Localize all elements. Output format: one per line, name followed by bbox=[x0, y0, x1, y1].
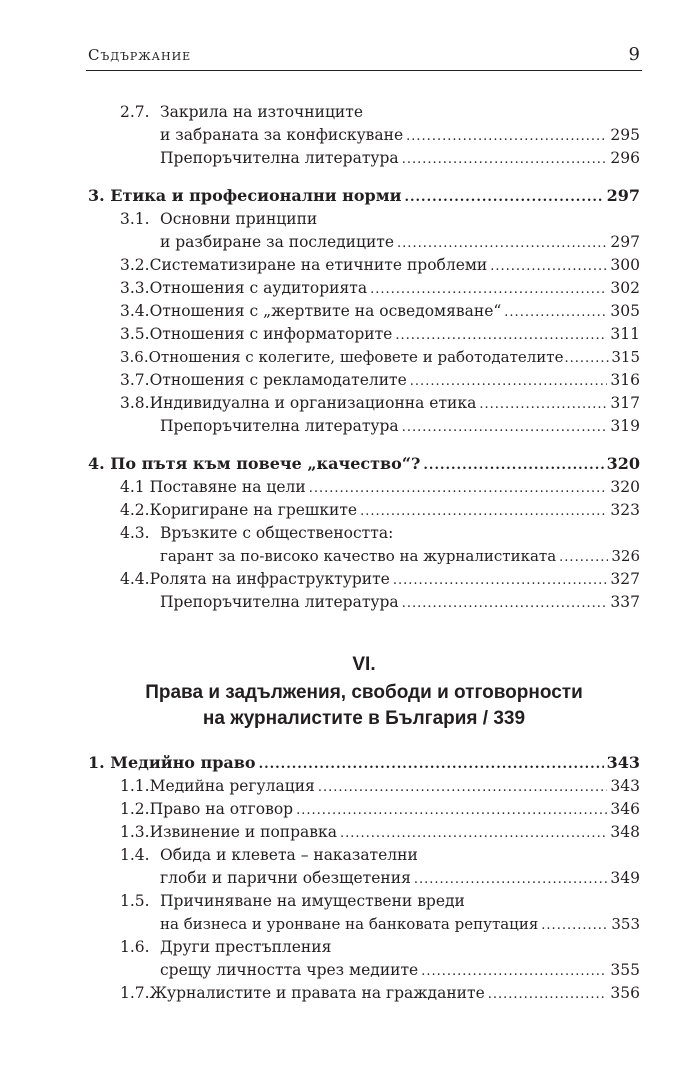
toc-chapter-1 bbox=[88, 751, 640, 775]
toc-entry-4-3-cont bbox=[160, 544, 640, 568]
toc-entry-4-2 bbox=[120, 498, 640, 522]
toc-page-number: 305 bbox=[610, 302, 640, 320]
toc-entry-1-3 bbox=[120, 820, 640, 844]
toc-page-number: 327 bbox=[610, 570, 640, 588]
running-header bbox=[86, 46, 642, 68]
toc-entry-title-cont: и забраната за конфискуване bbox=[160, 126, 404, 144]
toc-entry-title: 4.1 Поставяне на цели bbox=[120, 478, 306, 496]
toc-entry-number: 3.8. bbox=[120, 394, 150, 412]
toc-entry-number: 3.6. bbox=[120, 348, 149, 366]
toc-page-number: 326 bbox=[611, 547, 640, 565]
toc-entry-4-4 bbox=[120, 567, 640, 591]
toc-entry-1-4-cont bbox=[160, 866, 640, 890]
toc-page-number: 353 bbox=[611, 915, 640, 933]
toc-entry-number: 1.3. bbox=[120, 823, 150, 841]
toc-entry-2-7-cont bbox=[160, 123, 640, 147]
toc-entry-title: Отношения с колегите, шефовете и работодателите bbox=[148, 348, 564, 366]
toc-entry-title: Препоръчителна литература bbox=[160, 593, 399, 611]
toc-page-number: 319 bbox=[610, 417, 640, 435]
toc-page-number: 343 bbox=[610, 777, 640, 795]
toc-entry-title: Медийна регулация bbox=[149, 777, 315, 795]
toc-page-number: 300 bbox=[610, 256, 640, 274]
toc-entry-title: Препоръчителна литература bbox=[160, 149, 399, 167]
toc-page-number: 302 bbox=[610, 279, 640, 297]
toc-entry-3-6 bbox=[120, 345, 640, 369]
toc-page-number: 348 bbox=[610, 823, 640, 841]
toc-entry-title: Препоръчителна литература bbox=[160, 417, 399, 435]
toc-entry-title: Журналистите и правата на гражданите bbox=[149, 984, 485, 1002]
toc-entry-3-3 bbox=[120, 276, 640, 300]
toc-entry-title-cont: гарант за по-високо качество на журналистиката bbox=[160, 547, 557, 565]
toc-page-number: 346 bbox=[610, 800, 640, 818]
toc-page-number: 356 bbox=[610, 984, 640, 1002]
toc-chapter-3 bbox=[88, 184, 640, 208]
toc-entry-2-7 bbox=[120, 100, 640, 124]
toc-page-number: 337 bbox=[610, 593, 640, 611]
toc-entry-4-1 bbox=[120, 475, 640, 499]
header-page-number: 9 bbox=[628, 44, 640, 65]
toc-leader-dots bbox=[488, 983, 608, 1007]
toc-page-number: 349 bbox=[610, 869, 640, 887]
toc-entry-number: 3.3. bbox=[120, 279, 150, 297]
toc-entry-number: 4.2. bbox=[120, 501, 150, 519]
toc-leader-dots bbox=[402, 416, 608, 440]
toc-page-number: 343 bbox=[606, 753, 640, 772]
toc-page-number: 317 bbox=[610, 394, 640, 412]
toc-entry-number: 3.1. bbox=[120, 210, 150, 228]
toc-entry-number: 3.4. bbox=[120, 302, 150, 320]
toc-leader-dots bbox=[402, 592, 608, 616]
toc-page-number: 295 bbox=[610, 126, 640, 144]
toc-entry-title: Обида и клевета – наказателни bbox=[160, 846, 418, 864]
toc-page-number: 315 bbox=[611, 348, 640, 366]
toc-page-number: 320 bbox=[610, 478, 640, 496]
toc-page-number: 323 bbox=[610, 501, 640, 519]
part-title-line-2: на журналистите в България / 339 bbox=[202, 708, 526, 729]
toc-entry-literature bbox=[160, 414, 640, 438]
toc-entry-title: Ролята на инфраструктурите bbox=[149, 570, 390, 588]
toc-entry-title: Извинение и поправка bbox=[149, 823, 337, 841]
toc-chapter-title: 3. Етика и професионални норми bbox=[88, 186, 402, 205]
toc-entry-3-8 bbox=[120, 391, 640, 415]
toc-entry-title-cont: на бизнеса и уронване на банковата репутация bbox=[160, 915, 539, 933]
toc-entry-3-7 bbox=[120, 368, 640, 392]
toc-entry-number: 1.6. bbox=[120, 938, 150, 956]
toc-entry-number: 2.7. bbox=[120, 103, 150, 121]
toc-entry-number: 1.1. bbox=[120, 777, 150, 795]
part-number: VI. bbox=[352, 654, 376, 675]
toc-leader-dots bbox=[402, 148, 608, 172]
toc-entry-4-3 bbox=[120, 521, 640, 545]
toc-entry-title-cont: глоби и парични обезщетения bbox=[160, 869, 411, 887]
header-title: Съдържание bbox=[88, 46, 192, 64]
toc-page-number: 355 bbox=[610, 961, 640, 979]
toc-entry-title: Систематизиране на етичните проблеми bbox=[149, 256, 488, 274]
toc-entry-title: Индивидуална и организационна етика bbox=[149, 394, 477, 412]
toc-entry-title-cont: срещу личността чрез медиите bbox=[160, 961, 419, 979]
toc-entry-3-1 bbox=[120, 207, 640, 231]
toc-entry-1-6 bbox=[120, 935, 640, 959]
toc-entry-title: Коригиране на грешките bbox=[149, 501, 358, 519]
toc-entry-number: 3.7. bbox=[120, 371, 150, 389]
toc-page-number: 297 bbox=[610, 233, 640, 251]
toc-entry-3-2 bbox=[120, 253, 640, 277]
toc-entry-literature bbox=[160, 146, 640, 170]
toc-page-number: 316 bbox=[610, 371, 640, 389]
toc-entry-number: 1.2. bbox=[120, 800, 150, 818]
toc-chapter-title: 1. Медийно право bbox=[88, 753, 256, 772]
toc-entry-1-2 bbox=[120, 797, 640, 821]
toc-entry-number: 3.2. bbox=[120, 256, 150, 274]
toc-entry-title-cont: и разбиране за последиците bbox=[160, 233, 395, 251]
toc-entry-title: Отношения с рекламодателите bbox=[149, 371, 407, 389]
toc-entry-title: Отношения с информаторите bbox=[149, 325, 393, 343]
toc-entry-number: 1.4. bbox=[120, 846, 150, 864]
header-rule bbox=[86, 70, 642, 71]
toc-chapter-4 bbox=[88, 452, 640, 476]
toc-page-number: 320 bbox=[606, 454, 640, 473]
toc-entry-3-1-cont bbox=[160, 230, 640, 254]
toc-entry-literature bbox=[160, 590, 640, 614]
toc-entry-title: Основни принципи bbox=[160, 210, 318, 228]
toc-entry-3-4 bbox=[120, 299, 640, 323]
toc-chapter-title: 4. По пътя към повече „качество“? bbox=[88, 454, 421, 473]
toc-entry-number: 4.3. bbox=[120, 524, 150, 542]
toc-entry-1-6-cont bbox=[160, 958, 640, 982]
toc-entry-3-5 bbox=[120, 322, 640, 346]
toc-entry-title: Право на отговор bbox=[149, 800, 294, 818]
toc-entry-number: 1.7. bbox=[120, 984, 150, 1002]
toc-entry-number: 4.4. bbox=[120, 570, 150, 588]
toc-entry-1-7 bbox=[120, 981, 640, 1005]
toc-entry-title: Закрила на източниците bbox=[160, 103, 363, 121]
toc-page-number: 311 bbox=[610, 325, 640, 343]
part-title-line-1: Права и задължения, свободи и отговорности bbox=[145, 682, 583, 703]
toc-entry-title: Връзките с обществеността: bbox=[160, 524, 394, 542]
toc-entry-number: 1.5. bbox=[120, 892, 150, 910]
toc-entry-1-5-cont bbox=[160, 912, 640, 936]
toc-page-number: 296 bbox=[610, 149, 640, 167]
toc-entry-1-5 bbox=[120, 889, 640, 913]
toc-entry-title: Причиняване на имуществени вреди bbox=[160, 892, 465, 910]
toc-entry-1-1 bbox=[120, 774, 640, 798]
toc-entry-1-4 bbox=[120, 843, 640, 867]
toc-entry-title: Отношения с „жертвите на осведомяване“ bbox=[149, 302, 502, 320]
toc-entry-title: Други престъпления bbox=[160, 938, 332, 956]
toc-entry-title: Отношения с аудиторията bbox=[149, 279, 368, 297]
toc-entry-number: 3.5. bbox=[120, 325, 150, 343]
toc-page-number: 297 bbox=[606, 186, 640, 205]
